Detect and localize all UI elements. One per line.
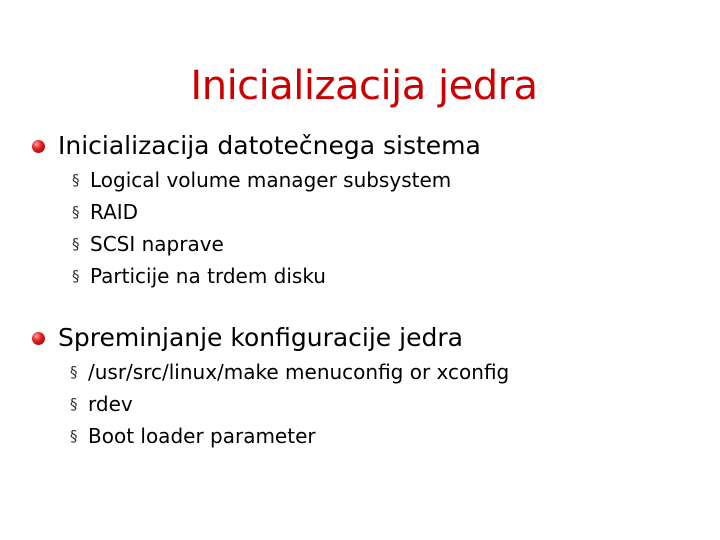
section-sign-bullet-icon: §	[72, 171, 80, 189]
section-sign-bullet-icon: §	[72, 267, 80, 285]
list-item-label: Boot loader parameter	[88, 424, 316, 448]
sub-list	[30, 356, 690, 452]
section-sign-bullet-icon: §	[72, 203, 80, 221]
section-heading: Inicializacija datotečnega sistema	[58, 131, 481, 160]
list-item-label: /usr/src/linux/make menuconfig or xconfig	[88, 360, 510, 384]
list-item	[30, 228, 690, 260]
red-sphere-bullet-icon	[32, 140, 45, 153]
section-sign-bullet-icon: §	[70, 427, 78, 445]
sub-list	[30, 164, 690, 292]
section-sign-bullet-icon: §	[72, 235, 80, 253]
list-item-label: SCSI naprave	[90, 232, 224, 256]
section-kernel-config	[30, 320, 690, 452]
section-heading-row	[30, 320, 690, 356]
list-item	[30, 356, 690, 388]
list-item	[30, 164, 690, 196]
red-sphere-bullet-icon	[32, 332, 45, 345]
section-sign-bullet-icon: §	[70, 395, 78, 413]
list-item	[30, 196, 690, 228]
list-item	[30, 260, 690, 292]
list-item	[30, 388, 690, 420]
list-item-label: Logical volume manager subsystem	[90, 168, 452, 192]
list-item-label: rdev	[88, 392, 133, 416]
section-filesystem-init	[30, 128, 690, 292]
section-heading: Spreminjanje konfiguracije jedra	[58, 323, 463, 352]
section-heading-row	[30, 128, 690, 164]
list-item-label: Particije na trdem disku	[90, 264, 326, 288]
section-sign-bullet-icon: §	[70, 363, 78, 381]
list-item	[30, 420, 690, 452]
list-item-label: RAID	[90, 200, 139, 224]
slide-title: Inicializacija jedra	[190, 63, 538, 109]
